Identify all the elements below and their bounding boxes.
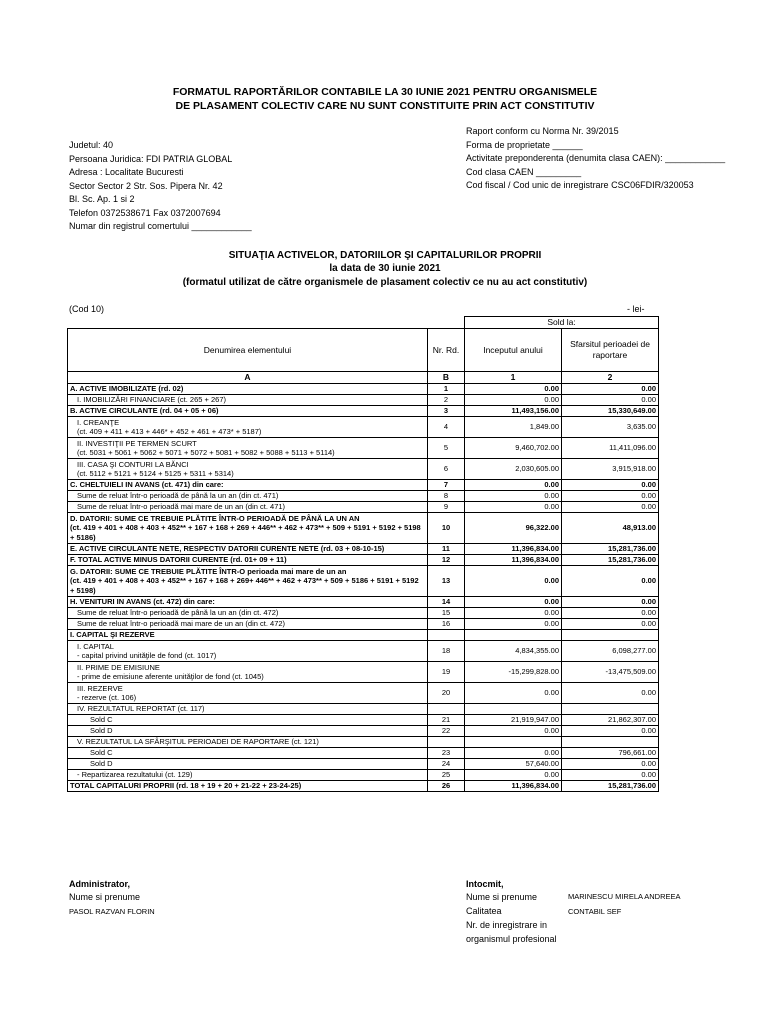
- row-end-value: 3,915,918.00: [562, 459, 659, 480]
- row-name: II. PRIME DE EMISIUNE - prime de emisiune aferente unităţilor de fond (ct. 1045): [68, 662, 428, 683]
- prep-reg-label-2: organismul profesional: [466, 934, 557, 944]
- table-row: [68, 395, 659, 406]
- row-end-value: -13,475,509.00: [562, 662, 659, 683]
- row-end-value: 0.00: [562, 384, 659, 395]
- balance-table: [67, 316, 659, 792]
- col-name-header: Denumirea elementului: [68, 329, 428, 372]
- row-name: Sume de reluat într-o perioadă de până la un an (din ct. 472): [68, 608, 428, 619]
- row-end-value: 0.00: [562, 566, 659, 597]
- table-row: [68, 597, 659, 608]
- row-number: 23: [428, 748, 465, 759]
- table-row: [68, 459, 659, 480]
- col-start-header: Inceputul anului: [465, 329, 562, 372]
- currency-label: - lei-: [627, 304, 645, 314]
- row-number: 6: [428, 459, 465, 480]
- statement-subtitle: (formatul utilizat de către organismele de plasament colectiv ce nu au act constitutiv): [182, 277, 588, 288]
- row-start-value: 9,460,702.00: [465, 438, 562, 459]
- row-start-value: 0.00: [465, 748, 562, 759]
- row-number: [428, 737, 465, 748]
- row-start-value: 0.00: [465, 384, 562, 395]
- row-start-value: 0.00: [465, 480, 562, 491]
- row-end-value: [562, 704, 659, 715]
- admin-title: Administrator,: [69, 879, 131, 889]
- row-end-value: 0.00: [562, 770, 659, 781]
- row-number: 3: [428, 406, 465, 417]
- row-number: 25: [428, 770, 465, 781]
- entity-info-right: [466, 125, 725, 193]
- row-start-value: 0.00: [465, 683, 562, 704]
- table-row: [68, 384, 659, 395]
- row-end-value: [562, 630, 659, 641]
- report-title-line1: FORMATUL RAPORTĂRILOR CONTABILE LA 30 IUNIE 2021 PENTRU ORGANISMELE: [172, 86, 598, 98]
- letter-b: B: [428, 372, 465, 384]
- table-row: [68, 619, 659, 630]
- table-row: [68, 737, 659, 748]
- prep-role-label: Calitatea: [466, 906, 502, 916]
- prep-name: MARINESCU MIRELA ANDREEA: [568, 892, 681, 901]
- table-row: [68, 630, 659, 641]
- row-end-value: [562, 737, 659, 748]
- row-end-value: 0.00: [562, 759, 659, 770]
- row-name: F. TOTAL ACTIVE MINUS DATORII CURENTE (rd. 01+ 09 + 11): [68, 555, 428, 566]
- row-name: Sume de reluat într-o perioadă mai mare de un an (din ct. 471): [68, 502, 428, 513]
- row-number: 18: [428, 641, 465, 662]
- table-row: [68, 480, 659, 491]
- table-row: [68, 641, 659, 662]
- table-row: [68, 683, 659, 704]
- phone-fax: Telefon 0372538671 Fax 0372007694: [69, 207, 221, 218]
- table-row: [68, 704, 659, 715]
- county: Judetul: 40: [69, 140, 114, 150]
- row-number: 15: [428, 608, 465, 619]
- row-name: - Repartizarea rezultatului (ct. 129): [68, 770, 428, 781]
- row-start-value: 0.00: [465, 502, 562, 513]
- row-start-value: 0.00: [465, 566, 562, 597]
- sector-street: Sector Sector 2 Str. Sos. Pipera Nr. 42: [69, 180, 223, 191]
- row-name: I. CAPITAL - capital privind unităţile de fond (ct. 1017): [68, 641, 428, 662]
- row-number: 11: [428, 544, 465, 555]
- row-number: 5: [428, 438, 465, 459]
- row-number: 22: [428, 726, 465, 737]
- row-start-value: 0.00: [465, 619, 562, 630]
- row-start-value: 0.00: [465, 726, 562, 737]
- row-number: 16: [428, 619, 465, 630]
- row-number: 14: [428, 597, 465, 608]
- row-name: III. REZERVE - rezerve (ct. 106): [68, 683, 428, 704]
- row-number: 19: [428, 662, 465, 683]
- row-number: 12: [428, 555, 465, 566]
- row-end-value: 0.00: [562, 502, 659, 513]
- row-number: 26: [428, 781, 465, 792]
- row-number: 4: [428, 417, 465, 438]
- row-number: 13: [428, 566, 465, 597]
- row-name: Sold D: [68, 759, 428, 770]
- row-end-value: 11,411,096.00: [562, 438, 659, 459]
- row-name: E. ACTIVE CIRCULANTE NETE, RESPECTIV DATORII CURENTE NETE (rd. 03 + 08-10-15): [68, 544, 428, 555]
- row-name: I. CAPITAL ŞI REZERVE: [68, 630, 428, 641]
- row-number: [428, 630, 465, 641]
- caen-code: Cod clasa CAEN _________: [466, 166, 582, 177]
- table-row: [68, 781, 659, 792]
- table-row: [68, 759, 659, 770]
- row-end-value: 0.00: [562, 726, 659, 737]
- row-end-value: 21,862,307.00: [562, 715, 659, 726]
- row-name: Sold C: [68, 715, 428, 726]
- row-name: Sold C: [68, 748, 428, 759]
- table-row: [68, 438, 659, 459]
- row-name: V. REZULTATUL LA SFÂRŞITUL PERIOADEI DE RAPORTARE (ct. 121): [68, 737, 428, 748]
- row-number: 7: [428, 480, 465, 491]
- table-row: [68, 502, 659, 513]
- prep-name-label: Nume si prenume: [466, 892, 538, 902]
- report-title-line2: DE PLASAMENT COLECTIV CARE NU SUNT CONSTITUITE PRIN ACT CONSTITUTIV: [175, 100, 595, 112]
- row-name: I. IMOBILIZĂRI FINANCIARE (ct. 265 + 267): [68, 395, 428, 406]
- row-start-value: 0.00: [465, 395, 562, 406]
- row-start-value: 57,640.00: [465, 759, 562, 770]
- letter-2: 2: [562, 372, 659, 384]
- row-number: 24: [428, 759, 465, 770]
- row-start-value: [465, 704, 562, 715]
- prep-reg-label-1: Nr. de inregistrare in: [466, 920, 548, 930]
- table-row: [68, 566, 659, 597]
- table-row: [68, 715, 659, 726]
- row-end-value: 0.00: [562, 480, 659, 491]
- legal-entity: Persoana Juridica: FDI PATRIA GLOBAL: [69, 153, 233, 164]
- row-end-value: 6,098,277.00: [562, 641, 659, 662]
- row-start-value: 11,396,834.00: [465, 781, 562, 792]
- row-name: A. ACTIVE IMOBILIZATE (rd. 02): [68, 384, 428, 395]
- row-name: B. ACTIVE CIRCULANTE (rd. 04 + 05 + 06): [68, 406, 428, 417]
- row-end-value: 0.00: [562, 608, 659, 619]
- row-end-value: 48,913.00: [562, 513, 659, 544]
- ownership-form: Forma de proprietate ______: [466, 139, 583, 150]
- table-row: [68, 726, 659, 737]
- row-number: 20: [428, 683, 465, 704]
- row-name: I. CREANŢE (ct. 409 + 411 + 413 + 446* + 452 + 461 + 473* + 5187): [68, 417, 428, 438]
- row-name: C. CHELTUIELI IN AVANS (ct. 471) din care:: [68, 480, 428, 491]
- main-activity: Activitate preponderenta (denumita clasa CAEN): ____________: [466, 153, 726, 163]
- address: Adresa : Localitate Bucuresti: [69, 167, 184, 177]
- statement-title: SITUAŢIA ACTIVELOR, DATORIILOR ŞI CAPITALURILOR PROPRII: [228, 250, 542, 261]
- row-start-value: 11,493,156.00: [465, 406, 562, 417]
- admin-name: PASOL RAZVAN FLORIN: [69, 907, 155, 916]
- statement-date: la data de 30 iunie 2021: [329, 263, 441, 274]
- table-row: [68, 513, 659, 544]
- table-row: [68, 544, 659, 555]
- row-end-value: 0.00: [562, 683, 659, 704]
- table-row: [68, 770, 659, 781]
- row-end-value: 0.00: [562, 619, 659, 630]
- row-end-value: 15,330,649.00: [562, 406, 659, 417]
- row-number: 1: [428, 384, 465, 395]
- row-start-value: 0.00: [465, 597, 562, 608]
- row-end-value: 0.00: [562, 395, 659, 406]
- prepared-by-title: Intocmit,: [466, 879, 504, 889]
- norm-reference: Raport conform cu Norma Nr. 39/2015: [466, 126, 619, 136]
- row-name: Sume de reluat într-o perioadă de până la un an (din ct. 471): [68, 491, 428, 502]
- col-nr-header: Nr. Rd.: [428, 329, 465, 372]
- row-name: D. DATORII: SUME CE TREBUIE PLĂTITE ÎNTR-O PERIOADĂ DE PÂNĂ LA UN AN (ct. 419 + 401 + 408 + 403 + 452** + 167 + 168 + 269 + 446** + 462 + 473** + 509 + 5191 + 5192 + 5198 + 5186): [68, 513, 428, 544]
- row-start-value: 2,030,605.00: [465, 459, 562, 480]
- row-end-value: 796,661.00: [562, 748, 659, 759]
- row-end-value: 0.00: [562, 597, 659, 608]
- row-end-value: 15,281,736.00: [562, 555, 659, 566]
- row-number: 9: [428, 502, 465, 513]
- row-start-value: 11,396,834.00: [465, 555, 562, 566]
- row-start-value: 0.00: [465, 608, 562, 619]
- row-number: 10: [428, 513, 465, 544]
- table-row: [68, 406, 659, 417]
- row-end-value: 0.00: [562, 491, 659, 502]
- table-row: [68, 491, 659, 502]
- table-row: [68, 608, 659, 619]
- row-end-value: 15,281,736.00: [562, 781, 659, 792]
- col-end-header: Sfarsitul perioadei de raportare: [562, 329, 659, 372]
- form-code: (Cod 10): [69, 304, 105, 314]
- table-row: [68, 417, 659, 438]
- row-end-value: 3,635.00: [562, 417, 659, 438]
- row-start-value: 0.00: [465, 491, 562, 502]
- row-name: III. CASA ŞI CONTURI LA BĂNCI (ct. 5112 + 5121 + 5124 + 5125 + 5311 + 5314): [68, 459, 428, 480]
- row-number: 8: [428, 491, 465, 502]
- row-name: H. VENITURI IN AVANS (ct. 472) din care:: [68, 597, 428, 608]
- table-row: [68, 555, 659, 566]
- admin-name-label: Nume si prenume: [69, 892, 141, 902]
- entity-info-left: [69, 139, 252, 234]
- row-start-value: 11,396,834.00: [465, 544, 562, 555]
- row-start-value: 4,834,355.00: [465, 641, 562, 662]
- letter-a: A: [68, 372, 428, 384]
- table-row: [68, 748, 659, 759]
- row-start-value: [465, 630, 562, 641]
- row-start-value: [465, 737, 562, 748]
- table-row: [68, 662, 659, 683]
- row-number: [428, 704, 465, 715]
- fiscal-code: Cod fiscal / Cod unic de inregistrare CSC06FDIR/320053: [466, 180, 694, 190]
- row-start-value: 0.00: [465, 770, 562, 781]
- row-end-value: 15,281,736.00: [562, 544, 659, 555]
- row-name: Sold D: [68, 726, 428, 737]
- row-start-value: 96,322.00: [465, 513, 562, 544]
- row-name: IV. REZULTATUL REPORTAT (ct. 117): [68, 704, 428, 715]
- trade-register: Numar din registrul comertului ____________: [69, 221, 252, 231]
- row-number: 21: [428, 715, 465, 726]
- row-number: 2: [428, 395, 465, 406]
- letter-1: 1: [465, 372, 562, 384]
- row-name: G. DATORII: SUME CE TREBUIE PLĂTITE ÎNTR-O perioada mai mare de un an (ct. 419 + 401 + 408 + 403 + 452** + 167 + 168 + 269+ 446** + 462 + 473** + 509 + 5186 + 5191 + 5192 + 5198): [68, 566, 428, 597]
- row-name: II. INVESTIŢII PE TERMEN SCURT (ct. 5031 + 5061 + 5062 + 5071 + 5072 + 5081 + 5082 + 5088 + 5113 + 5114): [68, 438, 428, 459]
- building: Bl. Sc. Ap. 1 si 2: [69, 194, 135, 204]
- row-name: TOTAL CAPITALURI PROPRII (rd. 18 + 19 + 20 + 21-22 + 23-24-25): [68, 781, 428, 792]
- row-start-value: 1,849.00: [465, 417, 562, 438]
- row-name: Sume de reluat într-o perioadă mai mare de un an (din ct. 472): [68, 619, 428, 630]
- prep-role: CONTABIL SEF: [568, 907, 622, 916]
- row-start-value: -15,299,828.00: [465, 662, 562, 683]
- row-start-value: 21,919,947.00: [465, 715, 562, 726]
- sold-la-header: Sold la:: [465, 317, 659, 329]
